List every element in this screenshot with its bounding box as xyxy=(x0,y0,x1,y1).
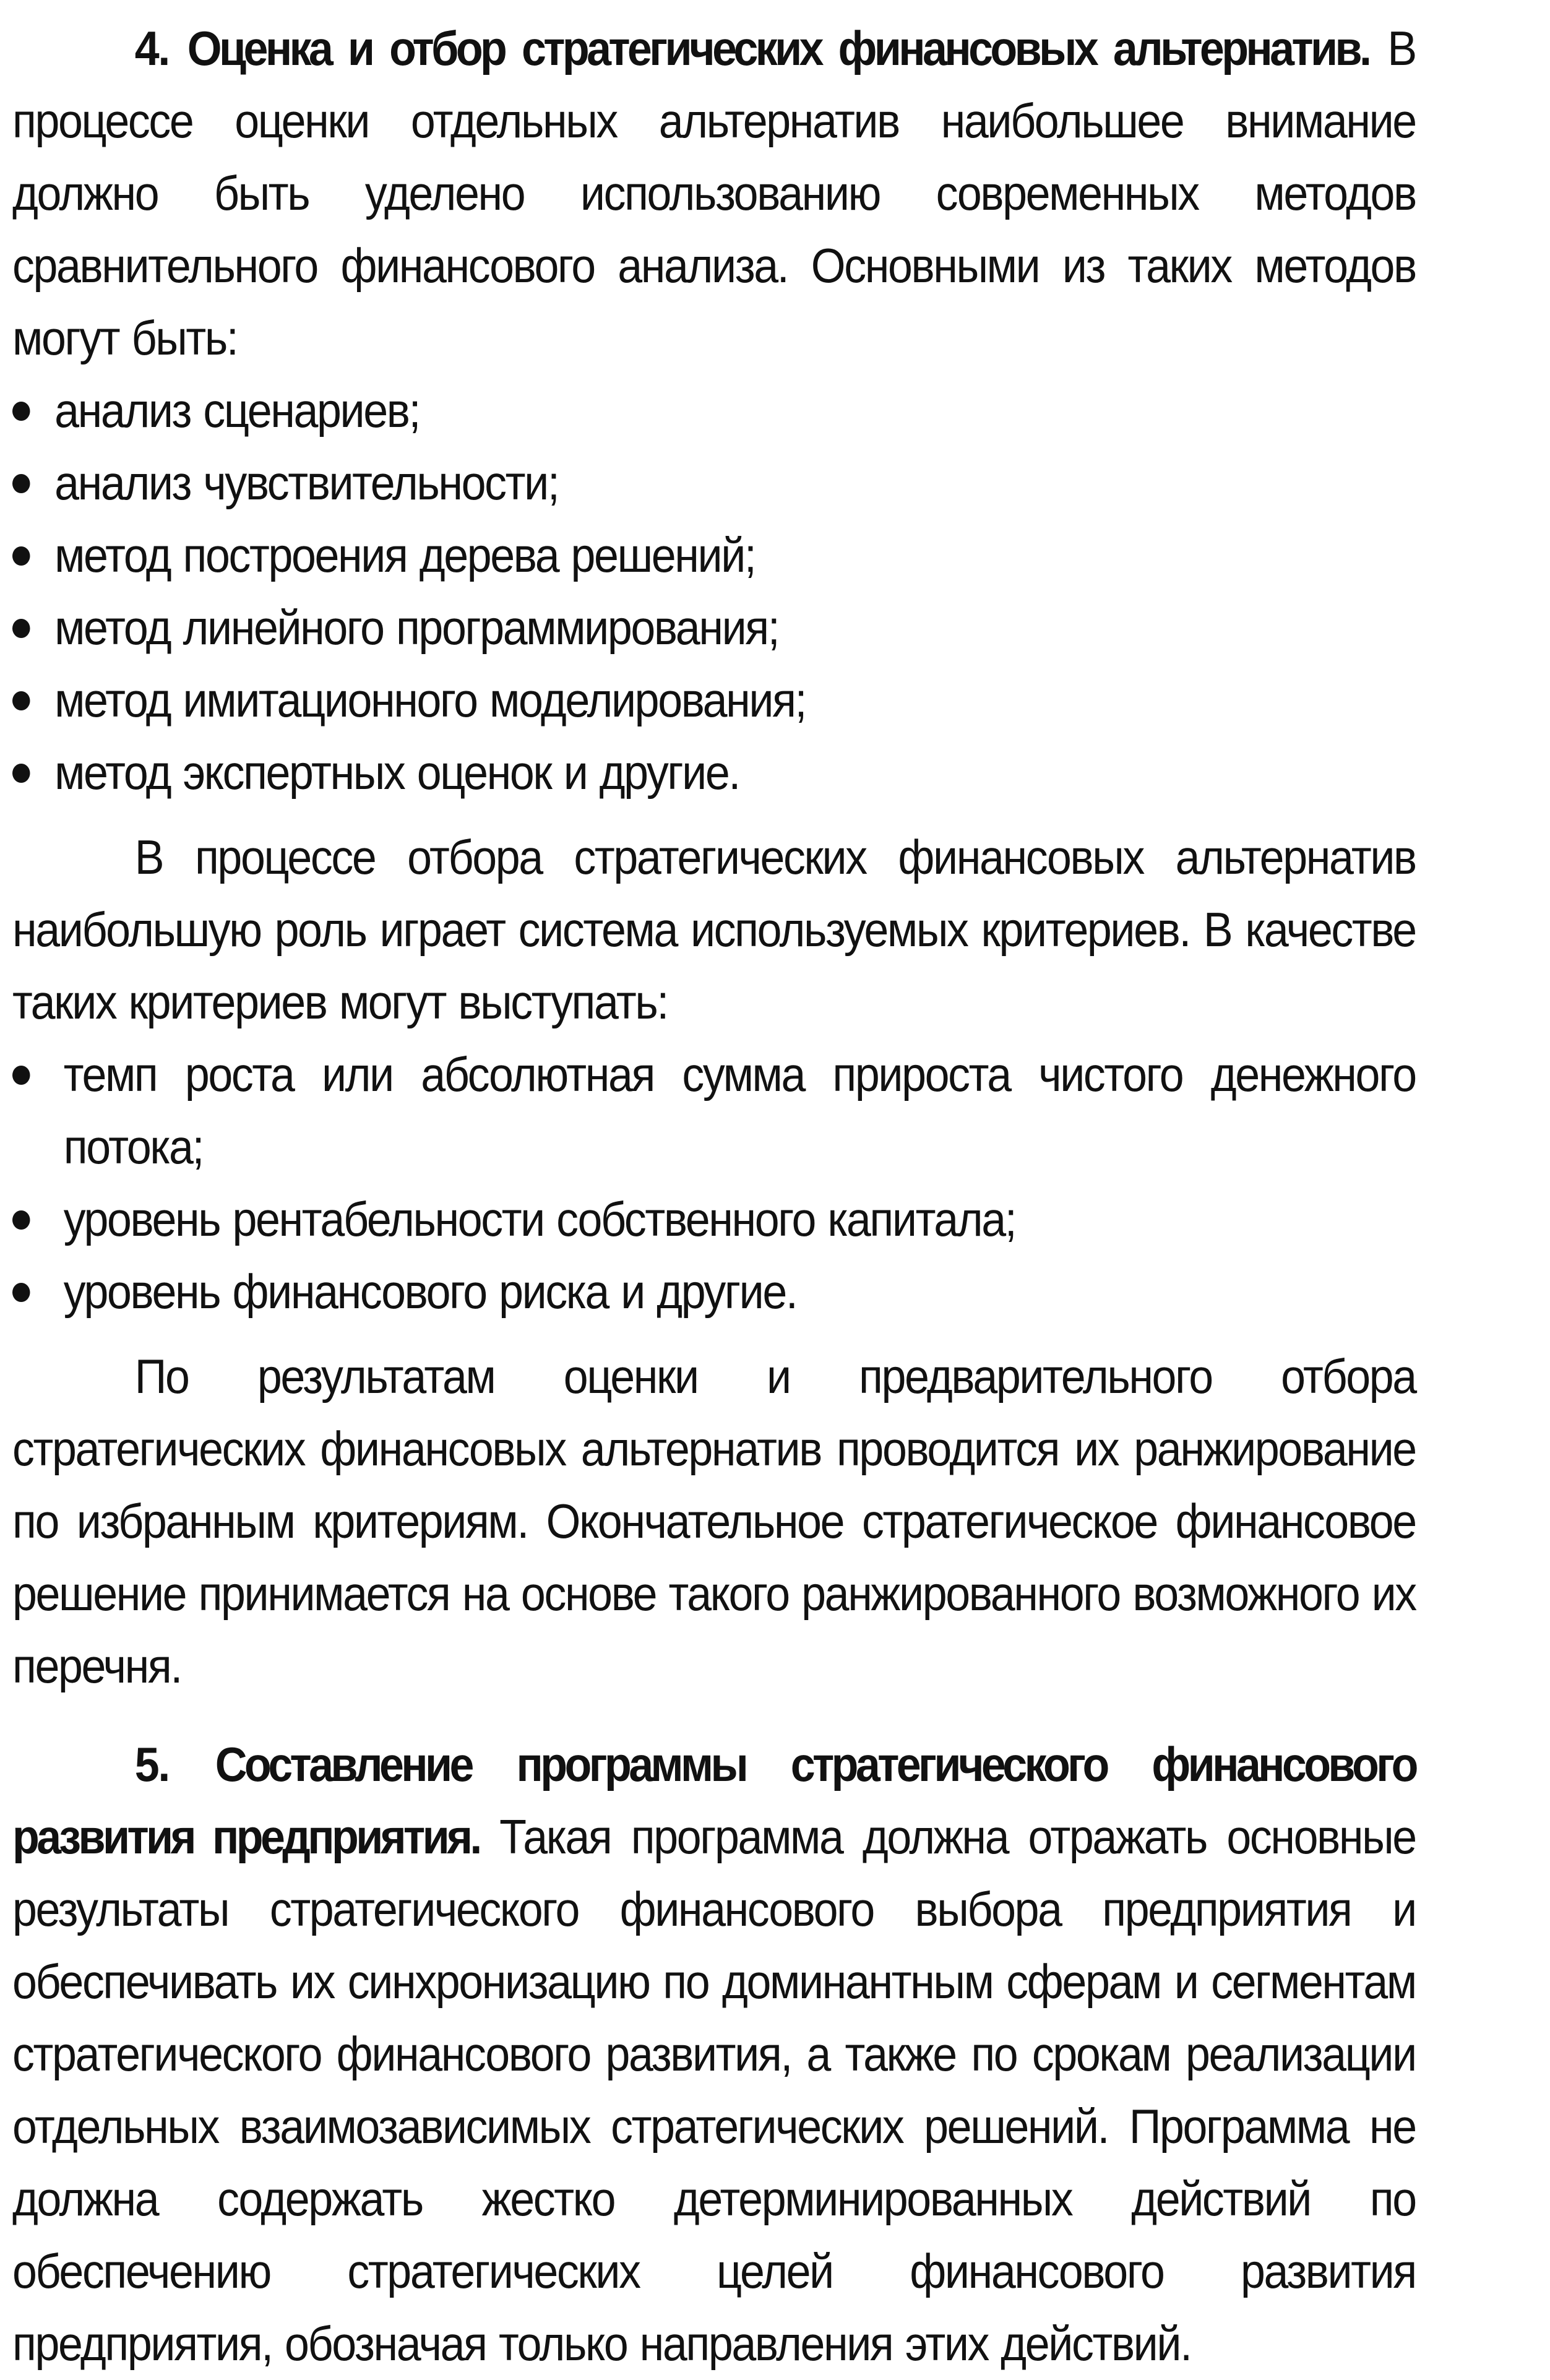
bullet-icon xyxy=(12,764,30,783)
criteria-list xyxy=(12,1038,1416,1328)
bullet-icon xyxy=(12,474,30,493)
list-item: метод экспертных оценок и другие. xyxy=(12,736,1416,809)
bullet-icon xyxy=(12,1210,30,1230)
section-5-paragraph xyxy=(12,1728,1416,2380)
list-item: метод имитационного моделирования; xyxy=(12,664,1416,736)
methods-list xyxy=(12,374,1416,809)
list-item: анализ сценариев; xyxy=(12,374,1416,447)
list-item: уровень рентабельности собственного капитала; xyxy=(12,1183,1416,1256)
bullet-icon xyxy=(12,1283,30,1302)
list-item: метод построения дерева решений; xyxy=(12,519,1416,592)
bullet-icon xyxy=(12,546,30,566)
section-4-number: 4. xyxy=(134,21,169,75)
section-5-number: 5. xyxy=(134,1737,169,1791)
section-5-heading: Составление программы стратегического финансового развития предприятия. xyxy=(12,1737,1416,1864)
section-5-body-text: Такая программа должна отражать основные результаты стратегического финансового выбора предприятия и обеспечивать их синхронизацию по доминантным сферам и сегментам стратегического финансового развития, а также по срокам реализации отдельных взаимозависимых стратегических решений. Программа не должна содержать жестко детерминированных действий по обеспечению стратегических целей финансового развития предприятия, обозначая только направления этих действий. xyxy=(12,1809,1416,2371)
conclusion-paragraph: По результатам оценки и предварительного отбора стратегических финансовых альтернатив проводится их ранжирование по избранным критериям. Окончательное стратегическое финансовое решение принимается на основе такого ранжированного возможного их перечня. xyxy=(12,1349,1416,1693)
criteria-intro-paragraph: В процессе отбора стратегических финансовых альтернатив наибольшую роль играет система используемых критериев. В качестве таких критериев могут выступать: xyxy=(12,830,1416,1029)
document-page xyxy=(12,12,1416,2380)
bullet-icon xyxy=(12,402,30,421)
list-item: уровень финансового риска и другие. xyxy=(12,1256,1416,1328)
bullet-icon xyxy=(12,691,30,710)
bullet-icon xyxy=(12,1066,30,1085)
list-item: темп роста или абсолютная сумма прироста чистого денежного потока; xyxy=(12,1038,1416,1183)
bullet-icon xyxy=(12,619,30,638)
section-4-heading: Оценка и отбор стратегических финансовых альтернатив. xyxy=(187,21,1369,75)
list-item: анализ чувствительности; xyxy=(12,447,1416,519)
section-4-intro-paragraph xyxy=(12,12,1416,374)
list-item: метод линейного программирования; xyxy=(12,592,1416,664)
section-4-intro-text: В процессе оценки отдельных альтернатив наибольшее внимание должно быть уделено использованию современных методов сравнительного финансового анализа. Основными из таких методов могут быть: xyxy=(12,21,1416,365)
